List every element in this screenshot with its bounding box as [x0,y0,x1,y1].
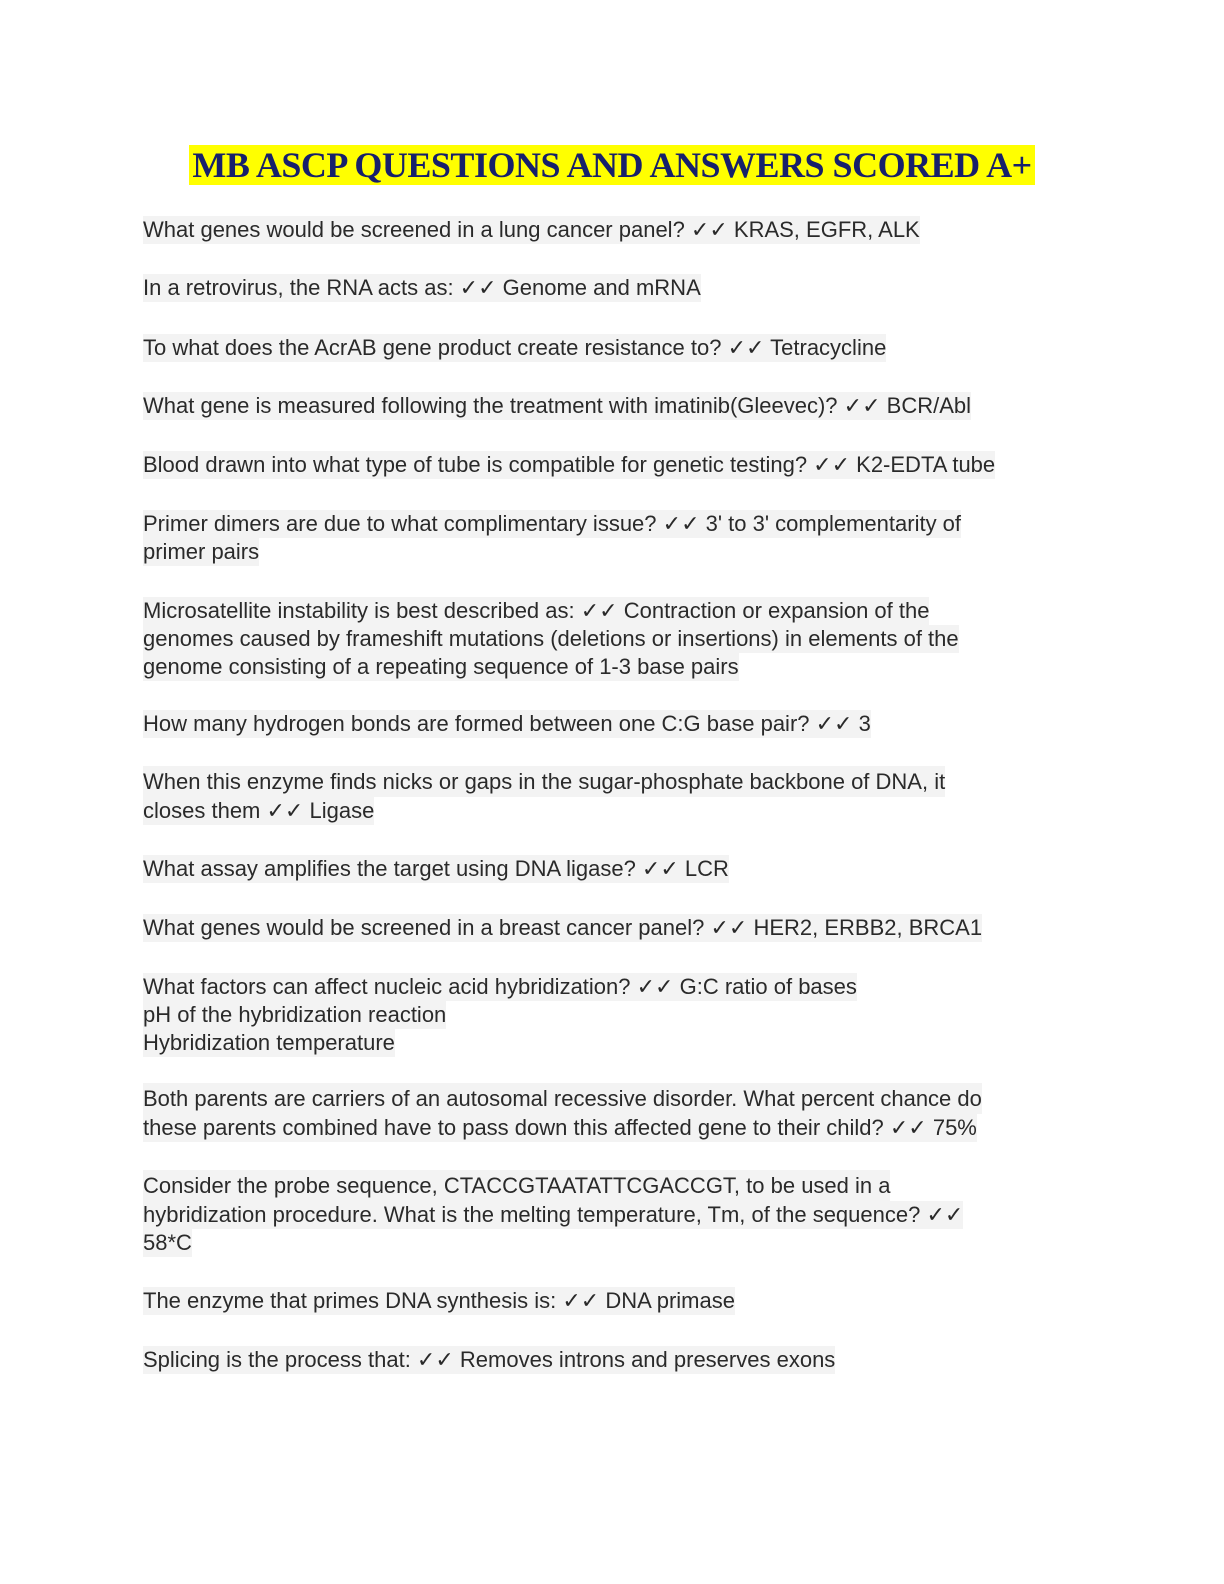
qa-item-4 [143,392,1083,420]
qa-item-7 [143,597,1083,681]
qa-line: The enzyme that primes DNA synthesis is: ✓✓ DNA primase [143,1288,735,1313]
qa-line: What factors can affect nucleic acid hybridization? ✓✓ G:C ratio of bases [143,974,857,999]
qa-line: pH of the hybridization reaction [143,1002,447,1027]
qa-line: Splicing is the process that: ✓✓ Removes introns and preserves exons [143,1347,836,1372]
qa-line: primer pairs [143,539,260,564]
qa-item-2 [143,274,1083,302]
qa-item-5 [143,451,1083,479]
qa-line: closes them ✓✓ Ligase [143,798,375,823]
qa-item-10 [143,855,1083,883]
qa-item-6 [143,510,1083,566]
qa-line: How many hydrogen bonds are formed between one C:G base pair? ✓✓ 3 [143,711,871,736]
qa-item-14 [143,1170,1083,1257]
qa-line: Both parents are carriers of an autosomal recessive disorder. What percent chance do [143,1083,982,1114]
qa-item-15 [143,1287,1083,1315]
qa-item-12 [143,973,1083,1057]
qa-line: Hybridization temperature [143,1030,395,1055]
qa-line: To what does the AcrAB gene product create resistance to? ✓✓ Tetracycline [143,335,887,360]
qa-line: hybridization procedure. What is the melting temperature, Tm, of the sequence? ✓✓ [143,1202,964,1227]
qa-line: 58*C [143,1230,192,1255]
page-title-text: MB ASCP QUESTIONS AND ANSWERS SCORED A+ [189,145,1034,185]
qa-item-8 [143,710,1083,738]
qa-line: What genes would be screened in a lung cancer panel? ✓✓ KRAS, EGFR, ALK [143,217,920,242]
qa-item-1 [143,216,1083,244]
qa-item-16 [143,1346,1083,1374]
qa-line: genomes caused by frameshift mutations (deletions or insertions) in elements of the [143,626,959,651]
qa-line: In a retrovirus, the RNA acts as: ✓✓ Genome and mRNA [143,275,701,300]
qa-line: Consider the probe sequence, CTACCGTAATATTCGACCGT, to be used in a [143,1170,890,1201]
qa-line: genome consisting of a repeating sequence of 1-3 base pairs [143,654,739,679]
qa-item-3 [143,334,1083,362]
qa-line: What assay amplifies the target using DNA ligase? ✓✓ LCR [143,856,729,881]
qa-line: What gene is measured following the treatment with imatinib(Gleevec)? ✓✓ BCR/Abl [143,393,971,418]
qa-line: What genes would be screened in a breast cancer panel? ✓✓ HER2, ERBB2, BRCA1 [143,915,983,940]
qa-line: Blood drawn into what type of tube is compatible for genetic testing? ✓✓ K2-EDTA tube [143,452,996,477]
qa-line: Primer dimers are due to what complimentary issue? ✓✓ 3' to 3' complementarity of [143,511,962,536]
qa-line: When this enzyme finds nicks or gaps in the sugar-phosphate backbone of DNA, it [143,766,945,797]
qa-line: Microsatellite instability is best described as: ✓✓ Contraction or expansion of the [143,598,930,623]
page-title [0,143,1224,187]
qa-item-9 [143,766,1083,825]
qa-line: these parents combined have to pass down this affected gene to their child? ✓✓ 75% [143,1115,977,1140]
qa-item-13 [143,1083,1083,1142]
qa-item-11 [143,914,1083,942]
